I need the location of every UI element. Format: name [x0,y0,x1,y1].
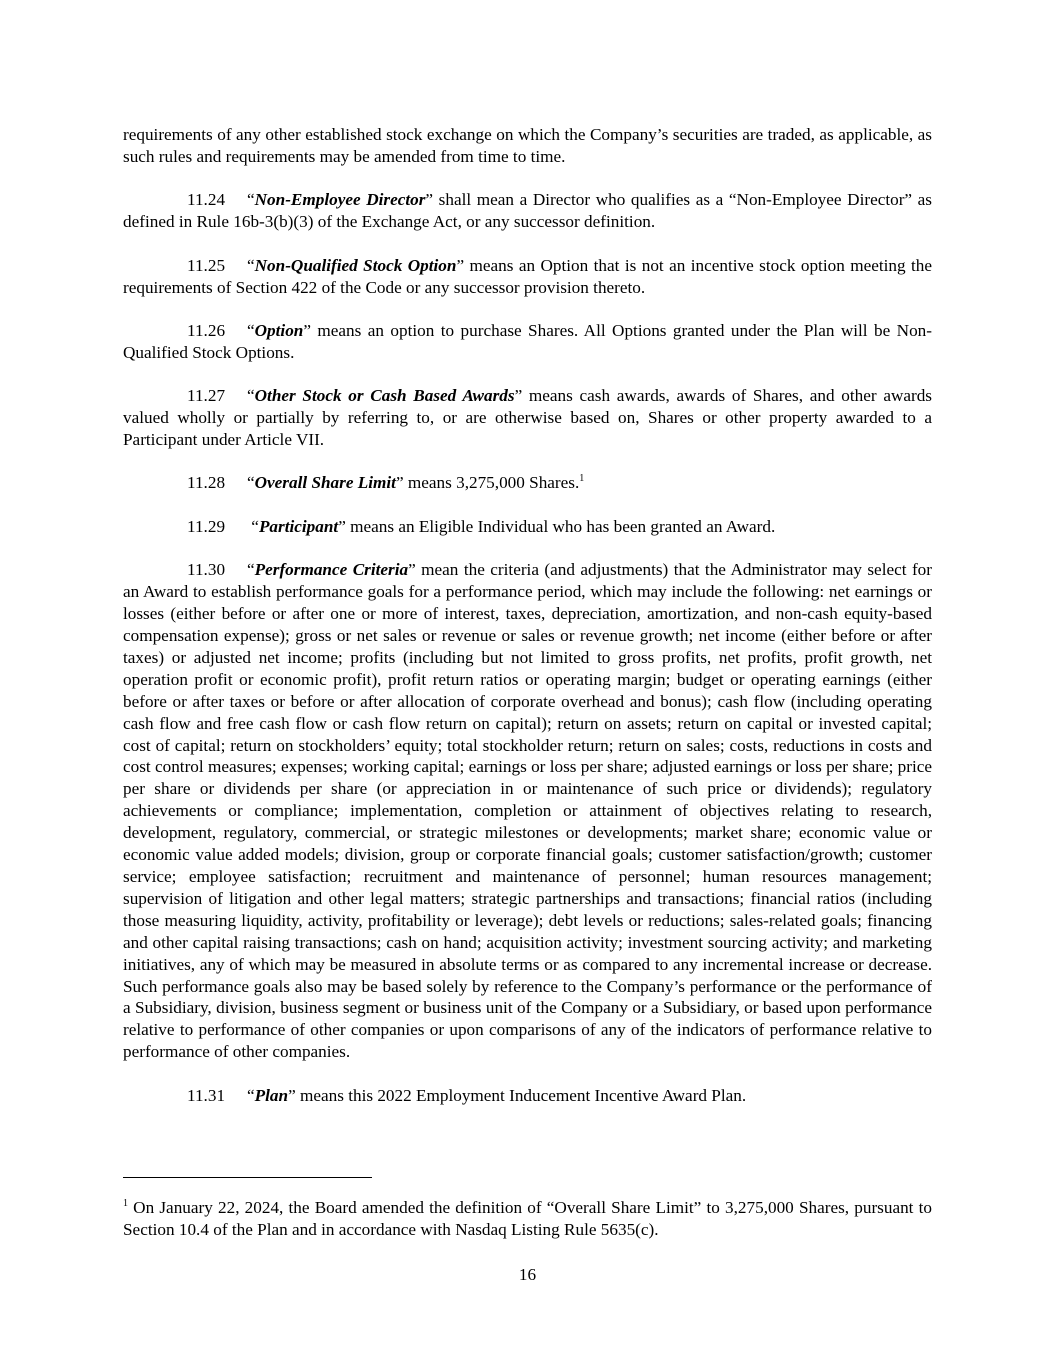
open-quote: “ [247,255,255,275]
open-quote: “ [247,386,255,406]
definition-text: ” means an Eligible Individual who has been granted an Award. [338,516,776,536]
definitions-list [123,189,932,1106]
definition-paragraph [123,385,932,451]
definition-text: ” means 3,275,000 Shares. [395,473,580,493]
open-quote: “ [247,320,255,340]
open-quote: “ [247,516,259,536]
open-quote: “ [247,1085,255,1105]
definition-paragraph [123,255,932,299]
footnote-text: On January 22, 2024, the Board amended the definition of “Overall Share Limit” to 3,275,000 Shares, pursuant to Section 10.4 of the Plan and in accordance with Nasdaq Listing Rule 5635(c). [123,1198,932,1239]
defined-term: Participant [258,516,339,536]
open-quote: “ [247,560,255,580]
footnote-reference: 1 [579,473,585,485]
footnote-divider [123,1177,372,1178]
definition-text: ” shall mean a Director who qualifies as a “Non-Employee Director” as defined in Rule 16b-3(b)(3) of the Exchange Act, or any successor definition. [123,190,932,232]
section-number: 11.25 [187,255,226,275]
definition-paragraph [123,516,932,538]
defined-term: Non-Qualified Stock Option [254,255,457,275]
open-quote: “ [247,473,255,493]
definition-text: ” mean the criteria (and adjustments) that the Administrator may select for an Award to establish performance goals for a performance period, which may include the following: net earnings or losses (either before or after one or more of interest, taxes, depreciation, amortization, and non-cash equity-based compensation expense); gross or net sales or revenue or sales or revenue growth; net income (either before or after taxes) or adjusted net income; profits (including but not limited to gross profits, net profits, profit growth, net operation profit or economic profit), profit return ratios or operating margin; budget or operating earnings (either before or after taxes or before or after allocation of corporate overhead and bonus); cash flow (including operating cash flow and free cash flow or cash flow return on capital); return on assets; return on capital or invested capital; cost of capital; return on stockholders’ equity; total stockholder return; return on sales; costs, reductions in costs and cost control measures; expenses; working capital; earnings or loss per share; adjusted earnings or loss per share; price per share or dividends per share (or appreciation in or maintenance of such price or dividends); regulatory achievements or compliance; implementation, completion or attainment of objectives relating to research, development, regulatory, commercial, or strategic milestones or developments; market share; economic value or economic value added models; division, group or corporate financial goals; customer satisfaction/growth; customer service; employee satisfaction; recruitment and maintenance of personnel; human resources management; supervision of litigation and other legal matters; strategic partnerships and transactions; financial ratios (including those measuring liquidity, activity, profitability or leverage); debt levels or reductions; sales-related goals; financing and other capital raising transactions; cash on hand; acquisition activity; investment sourcing activity; and marketing initiatives, any of which may be measured in absolute terms or as compared to any incremental increase or decrease. Such performance goals also may be based solely by reference to the Company’s performance or the performance of a Subsidiary, division, business segment or business unit of the Company or a Subsidiary, or based upon performance relative to performance of other companies or upon comparisons of any of the indicators of performance relative to performance of other companies. [123,560,933,1062]
definition-text: ” means cash awards, awards of Shares, and other awards valued wholly or partially by referring to, or are otherwise based on, Shares or other property awarded to a Participant under Article VII. [123,386,932,450]
defined-term: Performance Criteria [254,560,409,580]
section-number: 11.26 [187,320,226,340]
definition-paragraph [123,472,932,494]
footnote-mark: 1 [123,1198,128,1209]
definition-paragraph [123,189,932,233]
defined-term: Overall Share Limit [254,473,396,493]
page-number: 16 [518,1265,537,1284]
definition-text: ” means an option to purchase Shares. All Options granted under the Plan will be Non-Qualified Stock Options. [123,320,932,362]
definition-paragraph [123,1085,932,1107]
defined-term: Non-Employee Director [254,190,426,210]
defined-term: Option [254,320,304,340]
section-number: 11.31 [187,1085,226,1105]
definition-paragraph [123,320,932,364]
definition-text: ” means this 2022 Employment Inducement Incentive Award Plan. [288,1085,747,1105]
document-body [123,124,932,1128]
section-number: 11.29 [187,516,226,536]
section-number: 11.27 [187,386,226,406]
section-number: 11.30 [187,560,226,580]
intro-paragraph: requirements of any other established stock exchange on which the Company’s securities are traded, as applicable, as such rules and requirements may be amended from time to time. [123,125,932,166]
open-quote: “ [247,190,255,210]
defined-term: Plan [254,1085,289,1105]
section-number: 11.28 [187,473,226,493]
section-number: 11.24 [187,190,226,210]
definition-text: ” means an Option that is not an incentive stock option meeting the requirements of Section 422 of the Code or any successor provision thereto. [123,255,932,297]
definition-paragraph [123,559,932,1063]
footnote [123,1197,932,1241]
defined-term: Other Stock or Cash Based Awards [254,386,515,406]
